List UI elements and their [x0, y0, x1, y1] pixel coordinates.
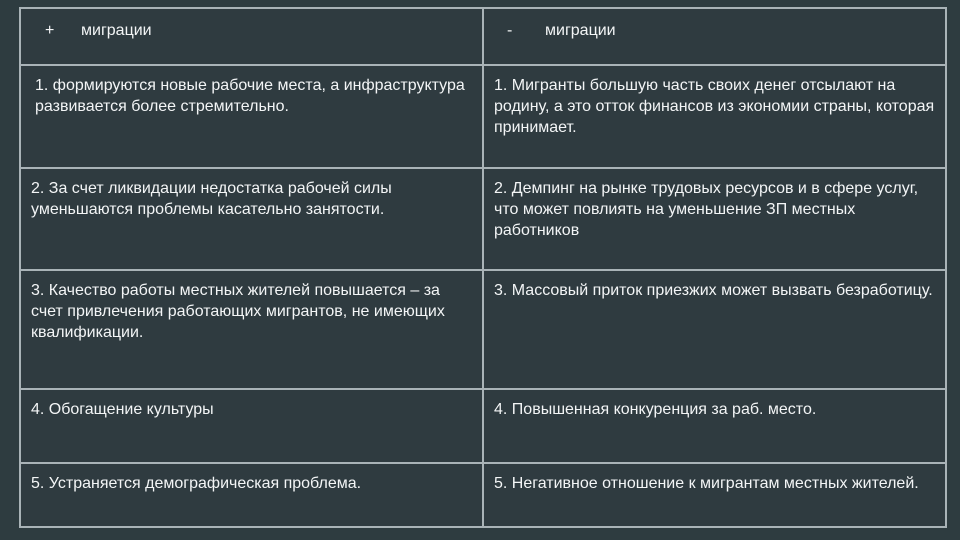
header-cell-pros	[20, 8, 483, 65]
pro-cell: 4. Обогащение культуры	[20, 389, 483, 463]
table-row	[20, 270, 946, 389]
con-cell: 5. Негативное отношение к мигрантам местных жителей.	[483, 463, 946, 527]
pro-cell: 2. За счет ликвидации недостатка рабочей силы уменьшаются проблемы касательно занятости.	[20, 168, 483, 270]
table-header-row	[20, 8, 946, 65]
table-row	[20, 389, 946, 463]
con-cell: 1. Мигранты большую часть своих денег отсылают на родину, а это отток финансов из экономии страны, которая принимает.	[483, 65, 946, 168]
con-cell: 2. Демпинг на рынке трудовых ресурсов и в сфере услуг, что может повлиять на уменьшение ЗП местных работников	[483, 168, 946, 270]
con-cell: 3. Массовый приток приезжих может вызвать безработицу.	[483, 270, 946, 389]
minus-sign: -	[507, 21, 513, 39]
pro-cell: 3. Качество работы местных жителей повышается – за счет привлечения работающих мигрантов, не имеющих квалификации.	[20, 270, 483, 389]
table-row	[20, 168, 946, 270]
pro-cell: 1. формируются новые рабочие места, а инфраструктура развивается более стремительно.	[20, 65, 483, 168]
con-cell: 4. Повышенная конкуренция за раб. место.	[483, 389, 946, 463]
header-cons-label: миграции	[545, 21, 616, 39]
pro-cell: 5. Устраняется демографическая проблема.	[20, 463, 483, 527]
pros-cons-table	[19, 7, 947, 528]
header-cell-cons	[483, 8, 946, 65]
header-pros-label: миграции	[81, 21, 152, 39]
pros-cons-table-container	[19, 7, 941, 526]
table-row	[20, 463, 946, 527]
table-row	[20, 65, 946, 168]
plus-sign: +	[45, 21, 55, 39]
header-pros	[31, 19, 472, 41]
header-cons	[494, 19, 935, 41]
